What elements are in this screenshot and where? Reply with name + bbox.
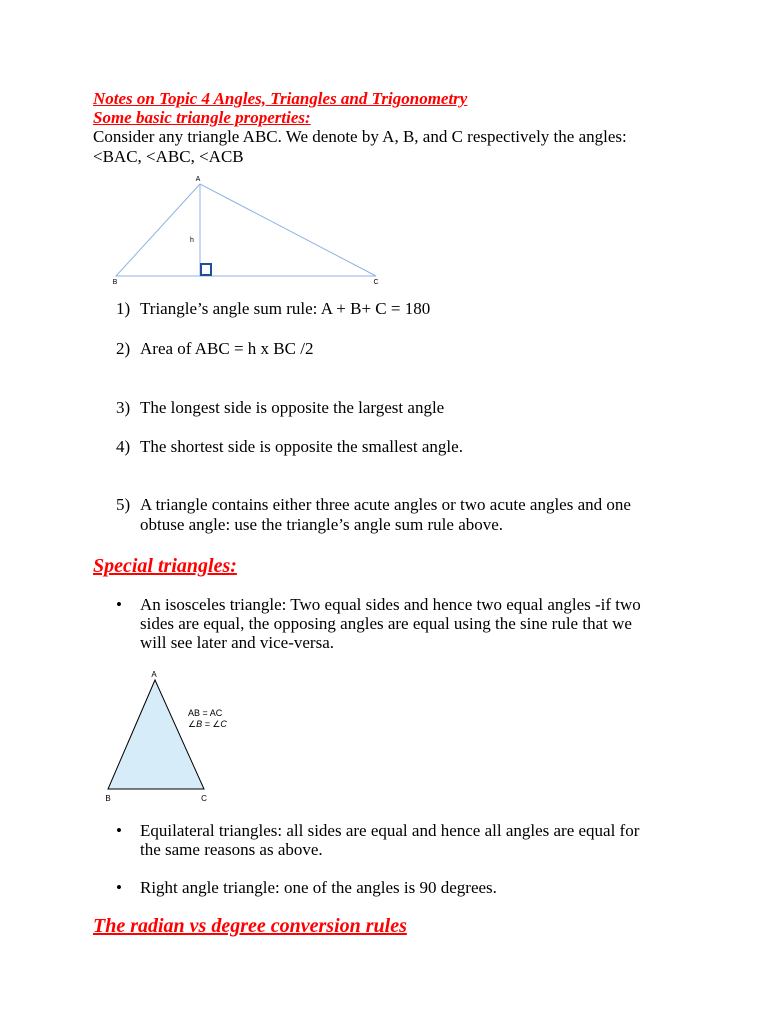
intro-line-1: Consider any triangle ABC. We denote by A, B, and C respectively the angles: xyxy=(93,127,627,146)
right-angle-line: Right angle triangle: one of the angles is 90 degrees. xyxy=(140,878,497,897)
label-a: A xyxy=(195,176,201,183)
property-3-text: The longest side is opposite the largest angle xyxy=(140,398,445,417)
isosceles-triangle xyxy=(108,680,204,789)
intro-line-2: <BAC, <ABC, <ACB xyxy=(93,147,244,166)
document-title: Notes on Topic 4 Angles, Triangles and Trigonometry xyxy=(93,89,468,108)
property-4-text: The shortest side is opposite the smallest angle. xyxy=(140,437,463,456)
property-5-text-line-2: obtuse angle: use the triangle’s angle sum rule above. xyxy=(140,515,504,534)
label-h: h xyxy=(190,237,194,244)
isosceles-triangle-figure xyxy=(100,668,260,808)
label-b: B xyxy=(112,279,118,286)
property-5-number: 5) xyxy=(116,495,131,514)
property-2-number: 2) xyxy=(116,339,131,358)
right-angle-marker xyxy=(201,264,211,275)
special-triangles-heading: Special triangles: xyxy=(93,555,237,577)
radian-heading: The radian vs degree conversion rules xyxy=(93,915,407,937)
bullet-isosceles: • xyxy=(116,595,122,614)
equilateral-line-1: Equilateral triangles: all sides are equal and hence all angles are equal for xyxy=(140,821,640,840)
property-5-text-line-1: A triangle contains either three acute angles or two acute angles and one xyxy=(140,495,631,514)
iso-label-a: A xyxy=(151,670,157,679)
isosceles-line-3: will see later and vice-versa. xyxy=(140,633,334,652)
iso-eq-sides: AB = AC xyxy=(188,708,223,718)
property-3-number: 3) xyxy=(116,398,131,417)
property-4-number: 4) xyxy=(116,437,131,456)
property-1-number: 1) xyxy=(116,299,131,318)
bullet-equilateral: • xyxy=(116,821,122,840)
isosceles-line-2: sides are equal, the opposing angles are equal using the sine rule that we xyxy=(140,614,632,633)
property-1-text: Triangle’s angle sum rule: A + B+ C = 180 xyxy=(140,299,431,318)
iso-label-c: C xyxy=(201,794,207,803)
label-c: C xyxy=(373,279,379,286)
triangle-abc xyxy=(116,184,376,276)
property-2-text: Area of ABC = h x BC /2 xyxy=(140,339,314,358)
iso-eq-angles: ∠B = ∠C xyxy=(188,719,227,729)
bullet-right-angle: • xyxy=(116,878,122,897)
triangle-figure-height xyxy=(100,172,400,288)
isosceles-line-1: An isosceles triangle: Two equal sides and hence two equal angles -if two xyxy=(140,595,641,614)
iso-label-b: B xyxy=(105,794,111,803)
section-subtitle: Some basic triangle properties: xyxy=(93,108,311,127)
equilateral-line-2: the same reasons as above. xyxy=(140,840,323,859)
